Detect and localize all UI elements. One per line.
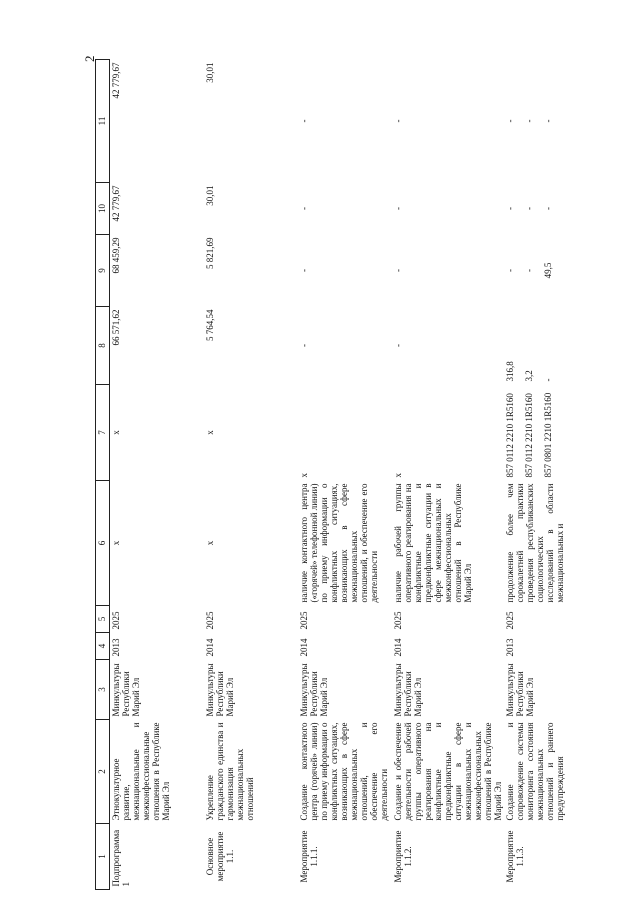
kbk-line: 857 0112 2210 1R5160 <box>524 393 534 478</box>
column-header: 5 <box>96 606 110 633</box>
value-line: - <box>543 207 553 210</box>
row-end-year: 2025 <box>299 611 309 630</box>
row-code: Мероприятие 1.1.2. <box>393 830 413 883</box>
value-line: - <box>543 119 553 123</box>
row-end-year: 2025 <box>205 611 215 630</box>
row-value-9: 68 459,29 <box>111 237 121 274</box>
row-indicator: наличие рабочей группы оперативного реагирования на конфликтные и предконфликтные ситуации в сфере межнациональных и межконфессиональных отношений в Республике Марий Эл <box>393 483 473 603</box>
column-header: 10 <box>96 183 110 235</box>
row-indicator: наличие контактного центра («горячей» телефонной линии) по приему информации о конфликтных ситуациях, возникающих в сфере межнациональных отношений, и обеспечение его деятельности <box>299 483 379 603</box>
row-start-year: 2014 <box>393 638 403 657</box>
row-executor: Минкультуры Республики Марий Эл <box>393 663 423 717</box>
row-start-year: 2014 <box>299 638 309 657</box>
row-indicator: х <box>111 540 121 546</box>
page-number: 2 <box>82 55 97 62</box>
row-value-10: - <box>299 207 309 210</box>
row-executor: Минкультуры Республики Марий Эл <box>505 663 535 717</box>
row-value-10: 42 779,67 <box>111 185 121 222</box>
row-kbk <box>504 385 598 481</box>
column-header: 6 <box>96 481 110 606</box>
row-code: Подпрограмма 1 <box>111 829 131 887</box>
value-line: 3,2 <box>524 370 534 382</box>
row-value-11: 42 779,67 <box>111 62 121 99</box>
row-kbk: х <box>393 473 403 478</box>
row-value-10: 30,01 <box>205 185 215 206</box>
value-line: - <box>524 119 534 123</box>
row-value-10: - <box>393 207 403 210</box>
table-row <box>298 60 392 890</box>
row-code: Мероприятие 1.1.3. <box>505 830 525 883</box>
kbk-line: 857 0112 2210 1R5160 <box>505 393 515 478</box>
table-row <box>204 60 298 890</box>
row-end-year: 2025 <box>505 611 515 630</box>
value-line: - <box>505 269 515 272</box>
program-table <box>95 59 598 890</box>
row-start-year: 2014 <box>205 638 215 657</box>
row-executor: Минкультуры Республики Марий Эл <box>205 663 235 717</box>
column-header: 8 <box>96 307 110 385</box>
value-line: - <box>524 207 534 210</box>
column-header: 9 <box>96 235 110 307</box>
table-row <box>110 60 205 890</box>
row-start-year: 2013 <box>505 638 515 657</box>
row-value-9: 5 821,69 <box>205 237 215 269</box>
value-line: - <box>524 269 534 272</box>
kbk-line: 857 0801 2210 1R5160 <box>543 392 553 478</box>
row-executor: Минкультуры Республики Марий Эл <box>111 663 141 717</box>
row-value-8: 5 764,54 <box>205 309 215 341</box>
row-value-9: - <box>299 269 309 272</box>
row-value-11: - <box>299 119 309 123</box>
table-row <box>504 60 598 890</box>
value-line: 49,5 <box>543 262 553 279</box>
row-value-11: - <box>393 119 403 123</box>
row-name: Создание и обеспечение деятельности рабочей группы оперативного реагирования на конфликтные и предконфликтные ситуации в сфере межнациональных и межконфессиональных отношений в Республике Марий Эл <box>393 722 503 821</box>
row-value-11: 30,01 <box>205 62 215 83</box>
row-end-year: 2025 <box>111 611 121 630</box>
row-value-9 <box>504 235 598 307</box>
value-line: 316,8 <box>505 361 515 382</box>
column-header: 7 <box>96 385 110 481</box>
column-header: 2 <box>96 720 110 824</box>
program-table-sheet <box>95 60 625 890</box>
row-code: Мероприятие 1.1.1. <box>299 830 319 883</box>
row-value-8: - <box>393 344 403 347</box>
table-row <box>392 60 504 890</box>
column-number-row <box>96 60 110 890</box>
row-value-10 <box>504 183 598 235</box>
row-kbk: х <box>299 473 309 478</box>
column-header: 3 <box>96 660 110 720</box>
row-code: Основное мероприятие 1.1. <box>205 831 235 882</box>
row-name: Создание и сопровождение системы мониторинга состояния межнациональных отношений и раннего предупреждения <box>505 722 565 821</box>
row-name: Этнокультурное развитие, межнациональные и межконфессиональные отношения в Республике Марий Эл <box>111 722 171 821</box>
column-header: 4 <box>96 633 110 660</box>
row-start-year: 2013 <box>111 638 121 657</box>
row-executor: Минкультуры Республики Марий Эл <box>299 663 329 717</box>
row-value-9: - <box>393 269 403 272</box>
row-value-8 <box>504 307 598 385</box>
column-header: 1 <box>96 824 110 890</box>
column-header: 11 <box>96 60 110 183</box>
row-end-year: 2025 <box>393 611 403 630</box>
row-name: Укрепление гражданского единства и гармонизация межнациональных отношений <box>205 722 255 821</box>
value-line: - <box>505 207 515 210</box>
row-value-11 <box>504 60 598 183</box>
row-value-8: - <box>299 344 309 347</box>
row-indicator: продолжение более чем сорокалетней практики проведения республиканских социологических исследований в области межнациональных и <box>505 483 565 603</box>
row-indicator: х <box>205 540 215 546</box>
row-name: Создание контактного центра (горячей» линии) по приему информации о конфликтных ситуациях, возникающих в сфере межнациональных отношений, и обеспечение его деятельности <box>299 722 389 821</box>
value-line: - <box>505 119 515 123</box>
row-kbk: х <box>205 430 215 435</box>
value-line: - <box>543 378 553 382</box>
row-value-8: 66 571,62 <box>111 309 121 346</box>
row-kbk: х <box>111 430 121 435</box>
